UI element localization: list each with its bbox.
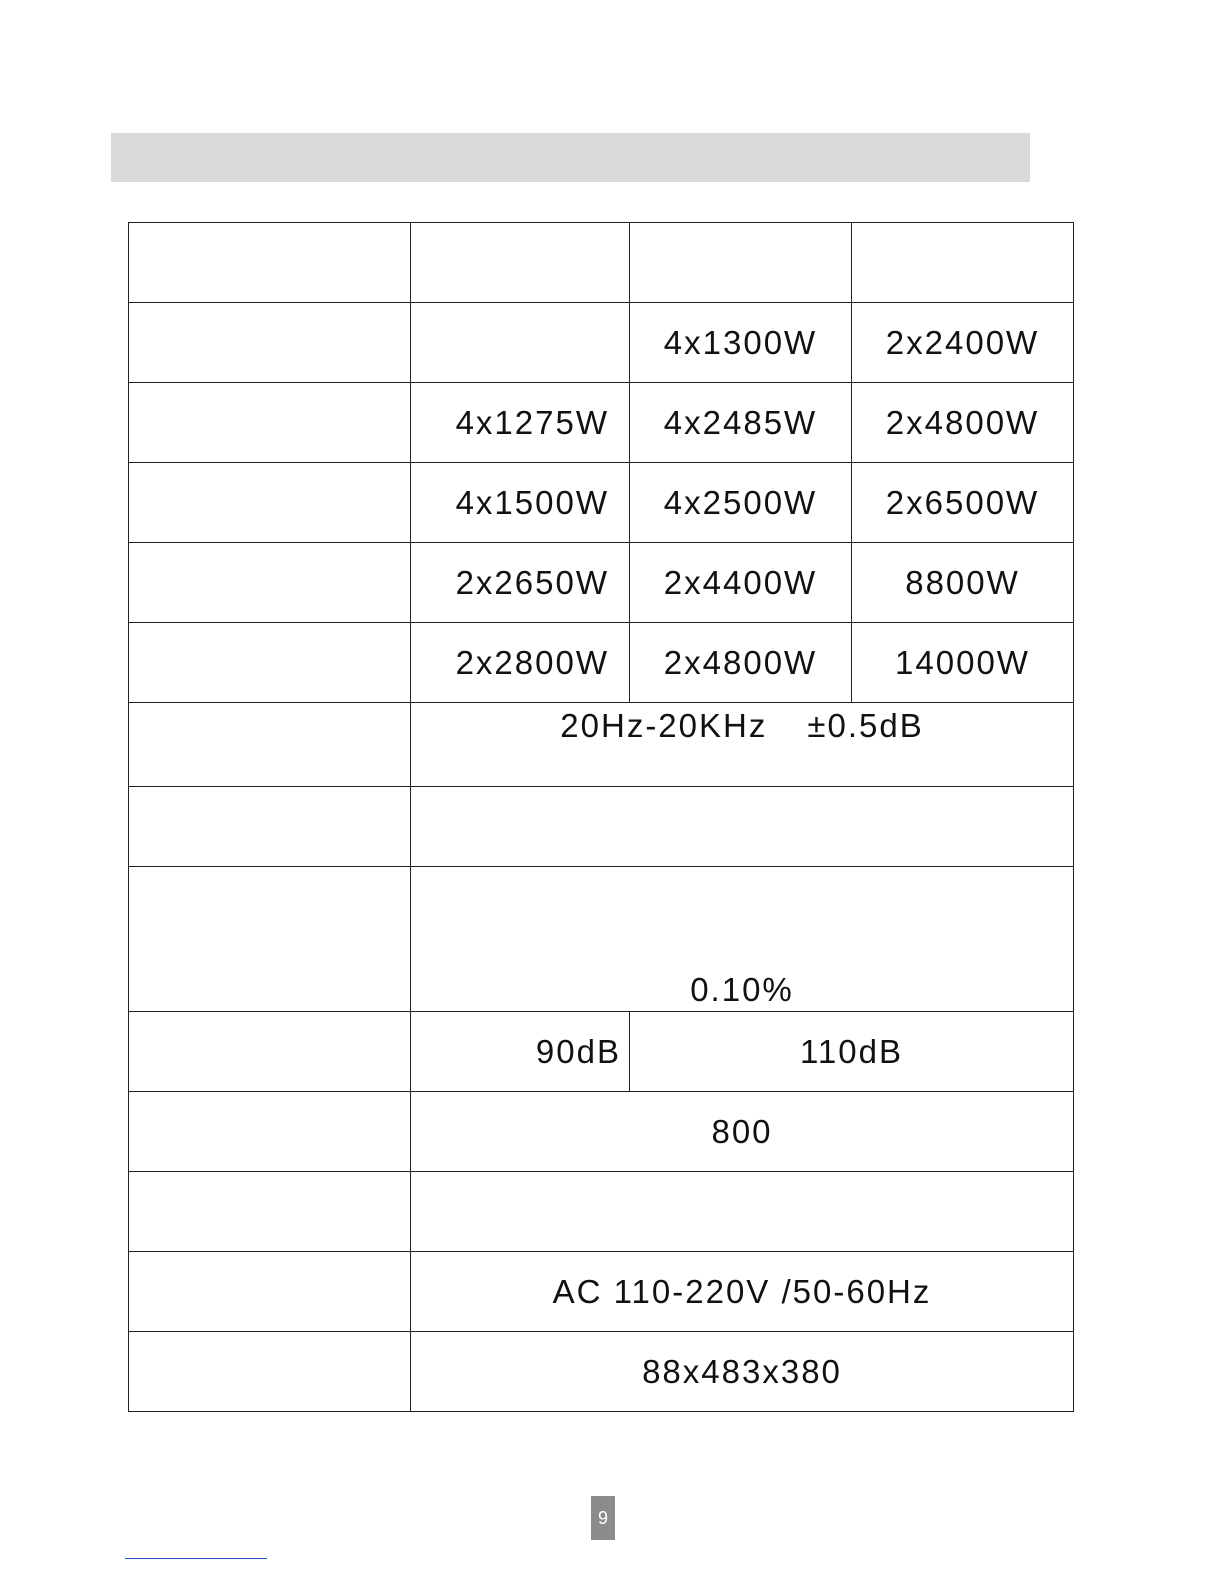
row-label-cell <box>129 703 411 787</box>
frequency-response-value <box>411 703 1074 787</box>
header-label-cell <box>129 223 411 303</box>
spec-table <box>128 222 1074 1412</box>
row-label-cell <box>129 867 411 1012</box>
table-row <box>129 623 1074 703</box>
row-label-cell <box>129 1012 411 1092</box>
row-label-cell <box>129 383 411 463</box>
table-row <box>129 1332 1074 1412</box>
power-a-model-3: 2x2400W <box>852 303 1074 383</box>
power-b-model-1: 4x1275W <box>411 383 630 463</box>
damping-value: 800 <box>411 1092 1074 1172</box>
power-d-model-3: 8800W <box>852 543 1074 623</box>
table-row <box>129 303 1074 383</box>
power-a-model-2: 4x1300W <box>630 303 852 383</box>
header-model-3-cell <box>852 223 1074 303</box>
frequency-tolerance: ±0.5dB <box>807 707 924 744</box>
table-row <box>129 703 1074 787</box>
empty-value-cell <box>411 1172 1074 1252</box>
table-row <box>129 383 1074 463</box>
header-model-1-cell <box>411 223 630 303</box>
power-c-model-2: 4x2500W <box>630 463 852 543</box>
power-e-model-2: 2x4800W <box>630 623 852 703</box>
power-c-model-1: 4x1500W <box>411 463 630 543</box>
table-row <box>129 1252 1074 1332</box>
row-label-cell <box>129 543 411 623</box>
table-row <box>129 463 1074 543</box>
snr-left-value: 90dB <box>411 1012 630 1092</box>
row-label-cell <box>129 1172 411 1252</box>
section-header-band <box>111 133 1030 182</box>
table-row <box>129 543 1074 623</box>
power-e-model-3: 14000W <box>852 623 1074 703</box>
empty-value-cell <box>411 787 1074 867</box>
snr-right-value: 110dB <box>630 1012 1074 1092</box>
page-number: 9 <box>591 1496 615 1540</box>
header-model-2-cell <box>630 223 852 303</box>
power-b-model-3: 2x4800W <box>852 383 1074 463</box>
power-c-model-3: 2x6500W <box>852 463 1074 543</box>
power-b-model-2: 4x2485W <box>630 383 852 463</box>
power-e-model-1: 2x2800W <box>411 623 630 703</box>
row-label-cell <box>129 623 411 703</box>
table-row <box>129 1012 1074 1092</box>
row-label-cell <box>129 463 411 543</box>
table-row <box>129 1172 1074 1252</box>
table-row <box>129 1092 1074 1172</box>
row-label-cell <box>129 1092 411 1172</box>
dimensions-value: 88x483x380 <box>411 1332 1074 1412</box>
row-label-cell <box>129 1252 411 1332</box>
row-label-cell <box>129 303 411 383</box>
power-supply-value: AC 110-220V /50-60Hz <box>411 1252 1074 1332</box>
power-d-model-2: 2x4400W <box>630 543 852 623</box>
row-label-cell <box>129 787 411 867</box>
table-header-row <box>129 223 1074 303</box>
table-row <box>129 867 1074 1012</box>
footer-link-underline[interactable] <box>125 1558 267 1559</box>
row-label-cell <box>129 1332 411 1412</box>
power-a-model-1 <box>411 303 630 383</box>
table-row <box>129 787 1074 867</box>
power-d-model-1: 2x2650W <box>411 543 630 623</box>
frequency-range: 20Hz-20KHz <box>560 707 768 744</box>
thd-value: 0.10% <box>411 867 1074 1012</box>
